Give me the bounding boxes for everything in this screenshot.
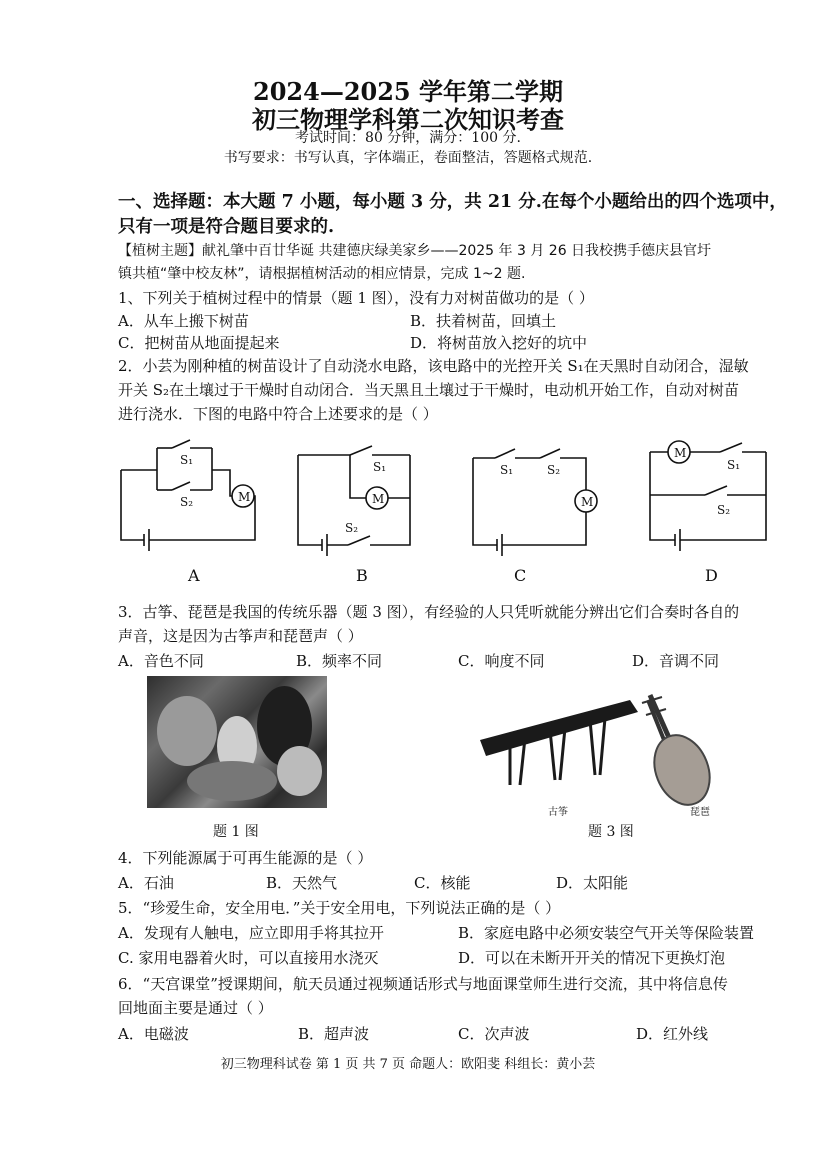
circuit-b-s1-label: S₁ [373,460,387,474]
page-footer: 初三物理科试卷 第 1 页 共 7 页 命题人：欧阳斐 科组长：黄小芸 [220,1057,596,1072]
pipa-label: 琵琶 [690,807,710,818]
q3-stem-line1: 3．古筝、琵琶是我国的传统乐器（题 3 图），有经验的人只凭听就能分辨出它们合奏时各自的 [118,603,740,621]
q1-option-c: C．把树苗从地面提起来 [118,334,280,352]
q3-option-b: B．频率不同 [296,652,383,670]
theme-intro-cont: 镇共植“肇中校友林”，请根据植树活动的相应情景，完成 1~2 题. [118,266,526,282]
circuit-b [298,446,410,556]
circuit-a-s1-label: S₁ [180,453,194,467]
circuit-d-s1-label: S₁ [727,458,741,472]
q1-option-b: B．扶着树苗，回填土 [410,312,557,330]
q3-stem-line2: 声音，这是因为古筝声和琵琶声（ ） [118,627,363,645]
q2-stem-line1: 2．小芸为刚种植的树苗设计了自动浇水电路，该电路中的光控开关 S₁在天黑时自动闭合，湿敏 [118,357,749,375]
q1-option-d: D．将树苗放入挖好的坑中 [410,334,588,352]
q6-stem-line2: 回地面主要是通过（ ） [118,999,273,1017]
circuit-a-s2-label: S₂ [180,495,194,509]
guzheng-icon [480,700,638,785]
circuit-b-motor-label: M [372,492,385,506]
exam-subject-title: 初三物理学科第二次知识考查 [252,105,564,134]
circuit-d [650,441,766,551]
circuit-option-b: B [356,566,368,585]
q4-stem: 4．下列能源属于可再生能源的是（ ） [118,849,373,867]
q1-option-a: A．从车上搬下树苗 [118,312,249,330]
q4-option-c: C．核能 [414,874,471,892]
circuit-d-motor-label: M [674,446,687,460]
circuit-d-s2-label: S₂ [717,503,731,517]
circuit-a-motor-label: M [238,490,251,504]
q4-option-a: A．石油 [118,874,174,892]
guzheng-label: 古筝 [548,807,568,818]
fig3-caption: 题 3 图 [588,824,634,840]
exam-time-info: 考试时间：80 分钟，满分：100 分. [295,130,521,146]
circuit-c-s1-label: S₁ [500,463,514,477]
circuit-c-s2-label: S₂ [547,463,561,477]
circuit-option-a: A [188,566,200,585]
theme-intro: 【植树主题】献礼肇中百廿华诞 共建德庆绿美家乡——2025 年 3 月 26 日我校携手德庆县官圩 [118,243,712,259]
q4-option-b: B．天然气 [266,874,338,892]
q5-option-a: A．发现有人触电，应立即用手将其拉开 [118,924,384,942]
circuit-option-c: C [514,566,527,585]
q3-option-d: D．音调不同 [632,652,720,670]
q5-option-c: C. 家用电器着火时，可以直接用水浇灭 [118,949,379,967]
q5-option-b: B．家庭电路中必须安装空气开关等保险装置 [458,924,755,942]
q5-stem: 5．“珍爱生命，安全用电．”关于安全用电，下列说法正确的是（ ） [118,899,561,917]
q6-option-d: D．红外线 [636,1025,709,1043]
q4-option-d: D．太阳能 [556,874,629,892]
q6-option-a: A．电磁波 [118,1025,189,1043]
q2-stem-line3: 进行浇水．下图的电路中符合上述要求的是（ ） [118,405,438,423]
circuit-c [473,449,597,556]
q3-option-a: A．音色不同 [118,652,204,670]
fig1-caption: 题 1 图 [213,824,259,840]
q6-option-b: B．超声波 [298,1025,370,1043]
pipa-illustration [640,685,720,815]
section1-heading-cont: 只有一项是符合题目要求的. [118,217,335,237]
writing-requirements: 书写要求：书写认真，字体端正，卷面整洁，答题格式规范. [223,150,593,166]
exam-year-title: 2024—2025 学年第二学期 [253,77,563,106]
q3-option-c: C．响度不同 [458,652,545,670]
section1-heading: 一、选择题：本大题 7 小题，每小题 3 分，共 21 分.在每个小题给出的四个选项中， [118,192,787,212]
q5-option-d: D．可以在未断开开关的情况下更换灯泡 [458,949,726,967]
circuit-option-d: D [705,566,718,585]
q1-stem: 1、下列关于植树过程中的情景（题 1 图），没有力对树苗做功的是（ ） [118,289,594,307]
q6-option-c: C．次声波 [458,1025,530,1043]
q2-stem-line2: 开关 S₂在土壤过于干燥时自动闭合．当天黑且土壤过于干燥时，电动机开始工作，自动对树苗 [118,381,740,399]
tree-planting-photo [147,676,327,808]
q6-stem-line1: 6．“天宫课堂”授课期间，航天员通过视频通话形式与地面课堂师生进行交流，其中将信息传 [118,975,728,993]
circuit-c-motor-label: M [581,495,594,509]
circuit-b-s2-label: S₂ [345,521,359,535]
